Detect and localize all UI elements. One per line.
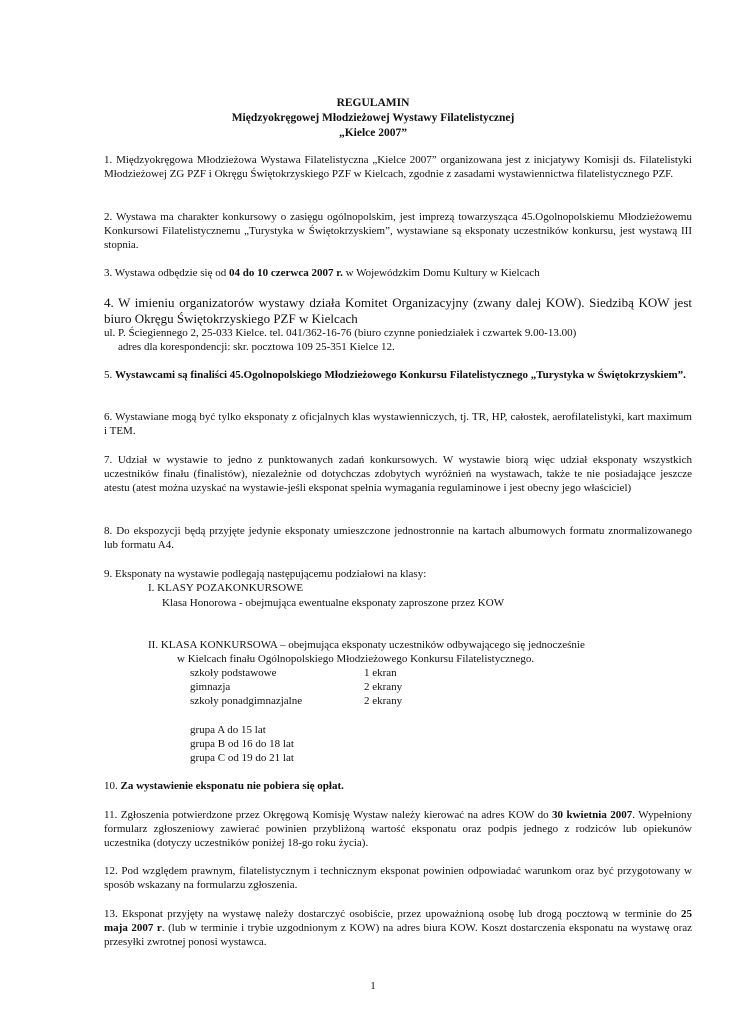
age-group: grupa C od 19 do 21 lat (190, 752, 294, 764)
paragraph-4-address: ul. P. Ściegiennego 2, 25-033 Kielce. tel. 041/362-16-76 (biuro czynne poniedziałek i czwartek 9.00-13.00) (104, 327, 577, 339)
age-group: grupa A do 15 lat (190, 724, 266, 736)
school-row: szkoły ponadgimnazjalne 2 ekrany (190, 695, 403, 707)
school-row: gimnazja 2 ekrany (190, 681, 403, 693)
class-1-description: Klasa Honorowa - obejmująca ewentualne eksponaty zaproszone przez KOW (162, 597, 505, 609)
document-title: REGULAMIN (336, 97, 410, 109)
paragraph-10: 10. Za wystawienie eksponatu nie pobiera się opłat. (104, 780, 344, 792)
paragraph-12: 12. Pod względem prawnym, filatelistycznym i technicznym eksponat powinien odpowiadać warunkom oraz być przygotowany w sposób wskazany na formularzu zgłoszenia. (104, 865, 692, 891)
paragraph-1: 1. Międzyokręgowa Młodzieżowa Wystawa Filatelistyczna „Kielce 2007” organizowana jest z inicjatywy Komisji ds. Filatelistyki Młodzieżowej ZG PZF i Okręgu Świętokrzyskiego PZF w Kielcach, zgodnie z zasadami wystawiennictwa filatelistycznego PZF. (104, 154, 692, 180)
document-subtitle: Międzyokręgowej Młodzieżowej Wystawy Filatelistycznej (231, 112, 515, 124)
school-row: szkoły podstawowe 1 ekran (190, 667, 397, 679)
document-subtitle-event: „Kielce 2007” (338, 127, 408, 139)
paragraph-9-intro: 9. Eksponaty na wystawie podlegają następującemu podziałowi na klasy: (104, 568, 427, 580)
paragraph-11: 11. Zgłoszenia potwierdzone przez Okręgową Komisję Wystaw należy kierować na adres KOW do 30 kwietnia 2007. Wypełniony formularz zgłoszeniowy zawierać powinien przybliżoną wartość eksponatu oraz podpis jednego z rodziców lub opiekunów uczestnika (dotyczy uczestników poniżej 18-go roku życia). (104, 809, 692, 849)
age-group: grupa B od 16 do 18 lat (190, 738, 294, 750)
paragraph-4-correspondence: adres dla korespondencji: skr. pocztowa 109 25-351 Kielce 12. (118, 341, 395, 353)
class-1-heading: I. KLASY POZAKONKURSOWE (148, 582, 304, 594)
paragraph-8: 8. Do ekspozycji będą przyjęte jedynie eksponaty umieszczone jednostronnie na kartach albumowych formatu znormalizowanego lub formatu A4. (104, 525, 692, 551)
paragraph-6: 6. Wystawiane mogą być tylko eksponaty z oficjalnych klas wystawienniczych, tj. TR, HP, całostek, aerofilatelistyki, kart maximum i TEM. (104, 411, 692, 437)
paragraph-13: 13. Eksponat przyjęty na wystawę należy dostarczyć osobiście, przez upoważnioną osobę lub drogą pocztową w terminie do 25 maja 2007 r. (lub w terminie i trybie uzgodnionym z KOW) na adres biura KOW. Koszt dostarczenia eksponatu na wystawę oraz przesyłki zwrotnej ponosi wystawca. (104, 908, 692, 948)
paragraph-5: 5. Wystawcami są finaliści 45.Ogolnopolskiego Młodzieżowego Konkursu Filatelistycznego „Turystyka w Świętokrzyskiem”. (104, 369, 686, 381)
class-2-continuation: w Kielcach finału Ogólnopolskiego Młodzieżowego Konkursu Filatelistycznego. (177, 653, 535, 665)
class-2-heading: II. KLASA KONKURSOWA – obejmująca eksponaty uczestników odbywającego się jednocześnie (148, 639, 585, 651)
page-number: 1 (370, 980, 376, 992)
paragraph-4: 4. W imieniu organizatorów wystawy działa Komitet Organizacyjny (zwany dalej KOW). Siedzibą KOW jest biuro Okręgu Świętokrzyskiego PZF w Kielcach (104, 295, 692, 326)
paragraph-2: 2. Wystawa ma charakter konkursowy o zasięgu ogólnopolskim, jest imprezą towarzysząca 45.Ogolnopolskiemu Młodzieżowemu Konkursowi Filatelistycznemu „Turystyka w Świętokrzyskiem”, wystawiane są eksponaty uczestników konkursu, jest wystawą III stopnia. (104, 211, 692, 251)
paragraph-3: 3. Wystawa odbędzie się od 04 do 10 czerwca 2007 r. w Wojewódzkim Domu Kultury w Kielcach (104, 267, 540, 279)
paragraph-7: 7. Udział w wystawie to jedno z punktowanych zadań konkursowych. W wystawie biorą więc udział eksponaty wszystkich uczestników finału (finalistów), niezależnie od dotychczas zdobytych wyróżnień na wystawach, także te nie posiadające jeszcze atestu (atest można uzyskać na wystawie-jeśli eksponat spełnia wymagania regulaminowe i jest obecny jego właściciel) (104, 454, 692, 494)
